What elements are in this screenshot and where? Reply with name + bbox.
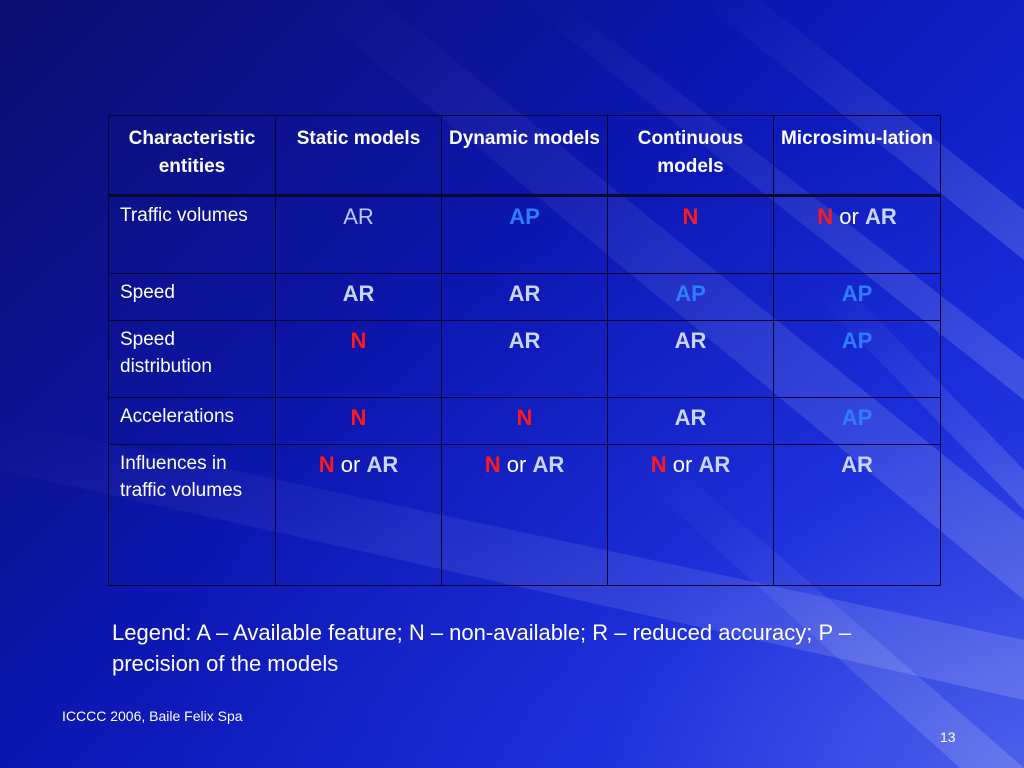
value-ap: AP (509, 204, 540, 229)
value-n: N (318, 452, 335, 477)
table-cell (608, 321, 774, 398)
table-cell (608, 196, 774, 274)
row-label: Influences in traffic volumes (109, 445, 276, 586)
table-cell (442, 321, 608, 398)
header-microsimulation: Microsimu-lation (774, 116, 941, 196)
value-n: N (817, 204, 834, 229)
value-ar: AR (864, 204, 897, 229)
value-or: or (839, 204, 859, 229)
header-continuous-models: Continuous models (608, 116, 774, 196)
table-cell (276, 274, 442, 321)
row-label: Speed (109, 274, 276, 321)
table-cell (774, 445, 941, 586)
header-dynamic-models: Dynamic models (442, 116, 608, 196)
table-row (109, 274, 941, 321)
header-characteristic-entities: Characteristic entities (109, 116, 276, 196)
table-cell (774, 274, 941, 321)
value-n: N (516, 405, 533, 430)
value-ar: AR (841, 452, 873, 477)
table-row (109, 321, 941, 398)
value-ar: AR (366, 452, 399, 477)
comparison-table (108, 115, 941, 586)
header-static-models: Static models (276, 116, 442, 196)
table-cell (608, 445, 774, 586)
value-ar: AR (674, 405, 707, 430)
table-row (109, 398, 941, 445)
value-or: or (340, 452, 361, 477)
page-number: 13 (940, 729, 956, 745)
value-n: N (484, 452, 501, 477)
table-cell (608, 274, 774, 321)
value-ar: AR (508, 328, 541, 353)
table-row (109, 196, 941, 274)
table-cell (608, 398, 774, 445)
footer-conference: ICCCC 2006, Baile Felix Spa (62, 708, 243, 724)
value-ar: AR (674, 328, 707, 353)
table-cell (774, 321, 941, 398)
value-ar-plain: AR (343, 204, 374, 229)
value-ap: AP (841, 328, 873, 353)
value-ap: AP (675, 281, 706, 306)
value-ar: AR (698, 452, 731, 477)
table-row (109, 445, 941, 586)
legend-text: Legend: A – Available feature; N – non-available; R – reduced accuracy; P – precision of the models (112, 620, 852, 676)
row-label: Traffic volumes (109, 196, 276, 274)
table-cell (774, 196, 941, 274)
value-ap: AP (841, 281, 873, 306)
value-n: N (650, 452, 667, 477)
table-cell (774, 398, 941, 445)
value-ap: AP (841, 405, 873, 430)
table-cell (276, 321, 442, 398)
value-ar: AR (342, 281, 375, 306)
table-cell (442, 196, 608, 274)
row-label: Speed distribution (109, 321, 276, 398)
table-cell (276, 445, 442, 586)
value-n: N (350, 328, 367, 353)
table-cell (442, 398, 608, 445)
row-label: Accelerations (109, 398, 276, 445)
value-ar: AR (532, 452, 565, 477)
table-cell (276, 196, 442, 274)
table-header-row (109, 116, 941, 196)
value-n: N (682, 204, 699, 229)
value-or: or (672, 452, 693, 477)
table-cell (442, 274, 608, 321)
value-n: N (350, 405, 367, 430)
table-cell (276, 398, 442, 445)
value-or: or (506, 452, 527, 477)
value-ar: AR (508, 281, 541, 306)
table-cell (442, 445, 608, 586)
